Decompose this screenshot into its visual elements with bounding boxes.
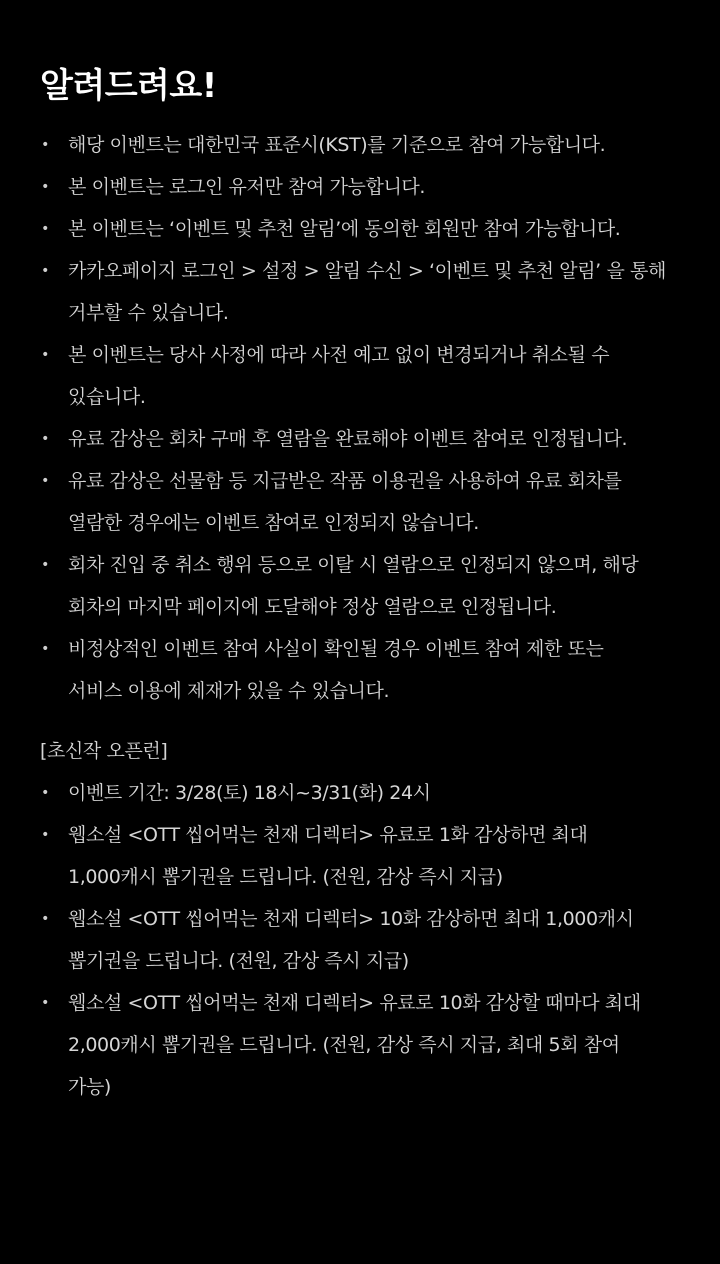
- list-item-text: 본 이벤트는 당사 사정에 따라 사전 예고 없이 변경되거나 취소될 수 있습니다.: [68, 344, 610, 408]
- bullet-icon: •: [41, 557, 49, 573]
- bullet-icon: •: [41, 911, 49, 927]
- list-item: [40, 814, 680, 898]
- list-item: [40, 460, 680, 544]
- bullet-icon: •: [41, 347, 49, 363]
- list-item: [40, 166, 680, 208]
- list-item-text: 웹소설 <OTT 씹어먹는 천재 디렉터> 유료로 1화 감상하면 최대 1,000캐시 뽑기권을 드립니다. (전원, 감상 즉시 지급): [68, 824, 588, 888]
- list-item-text: 본 이벤트는 ‘이벤트 및 추천 알림’에 동의한 회원만 참여 가능합니다.: [68, 218, 621, 240]
- list-item: [40, 208, 680, 250]
- section-list: [40, 772, 680, 1108]
- list-item: [40, 628, 680, 712]
- list-item-text: 카카오페이지 로그인 > 설정 > 알림 수신 > ‘이벤트 및 추천 알림’ 을 통해 거부할 수 있습니다.: [68, 260, 666, 324]
- bullet-icon: •: [41, 431, 49, 447]
- list-item-text: 이벤트 기간: 3/28(토) 18시~3/31(화) 24시: [68, 782, 431, 804]
- list-item: [40, 250, 680, 334]
- list-item: [40, 334, 680, 418]
- list-item-text: 비정상적인 이벤트 참여 사실이 확인될 경우 이벤트 참여 제한 또는 서비스 이용에 제재가 있을 수 있습니다.: [68, 638, 604, 702]
- list-item: [40, 898, 680, 982]
- list-item-text: 웹소설 <OTT 씹어먹는 천재 디렉터> 유료로 10화 감상할 때마다 최대 2,000캐시 뽑기권을 드립니다. (전원, 감상 즉시 지급, 최대 5회 참여 가능): [68, 992, 641, 1098]
- bullet-icon: •: [41, 137, 49, 153]
- list-item-text: 유료 감상은 회차 구매 후 열람을 완료해야 이벤트 참여로 인정됩니다.: [68, 428, 628, 450]
- list-item: [40, 982, 680, 1108]
- list-item: [40, 772, 680, 814]
- bullet-icon: •: [41, 221, 49, 237]
- bullet-icon: •: [41, 827, 49, 843]
- list-item-text: 웹소설 <OTT 씹어먹는 천재 디렉터> 10화 감상하면 최대 1,000캐시 뽑기권을 드립니다. (전원, 감상 즉시 지급): [68, 908, 634, 972]
- list-item-text: 본 이벤트는 로그인 유저만 참여 가능합니다.: [68, 176, 426, 198]
- bullet-icon: •: [41, 179, 49, 195]
- bullet-icon: •: [41, 473, 49, 489]
- list-item: [40, 124, 680, 166]
- list-item-text: 회차 진입 중 취소 행위 등으로 이탈 시 열람으로 인정되지 않으며, 해당 회차의 마지막 페이지에 도달해야 정상 열람으로 인정됩니다.: [68, 554, 639, 618]
- notice-list: [40, 124, 680, 712]
- list-item: [40, 544, 680, 628]
- bullet-icon: •: [41, 785, 49, 801]
- list-item-text: 해당 이벤트는 대한민국 표준시(KST)를 기준으로 참여 가능합니다.: [68, 134, 606, 156]
- section-heading: [초신작 오픈런]: [40, 740, 168, 762]
- bullet-icon: •: [41, 995, 49, 1011]
- notice-title: 알려드려요!: [40, 66, 217, 106]
- bullet-icon: •: [41, 641, 49, 657]
- bullet-icon: •: [41, 263, 49, 279]
- list-item: [40, 418, 680, 460]
- list-item-text: 유료 감상은 선물함 등 지급받은 작품 이용권을 사용하여 유료 회차를 열람한 경우에는 이벤트 참여로 인정되지 않습니다.: [68, 470, 622, 534]
